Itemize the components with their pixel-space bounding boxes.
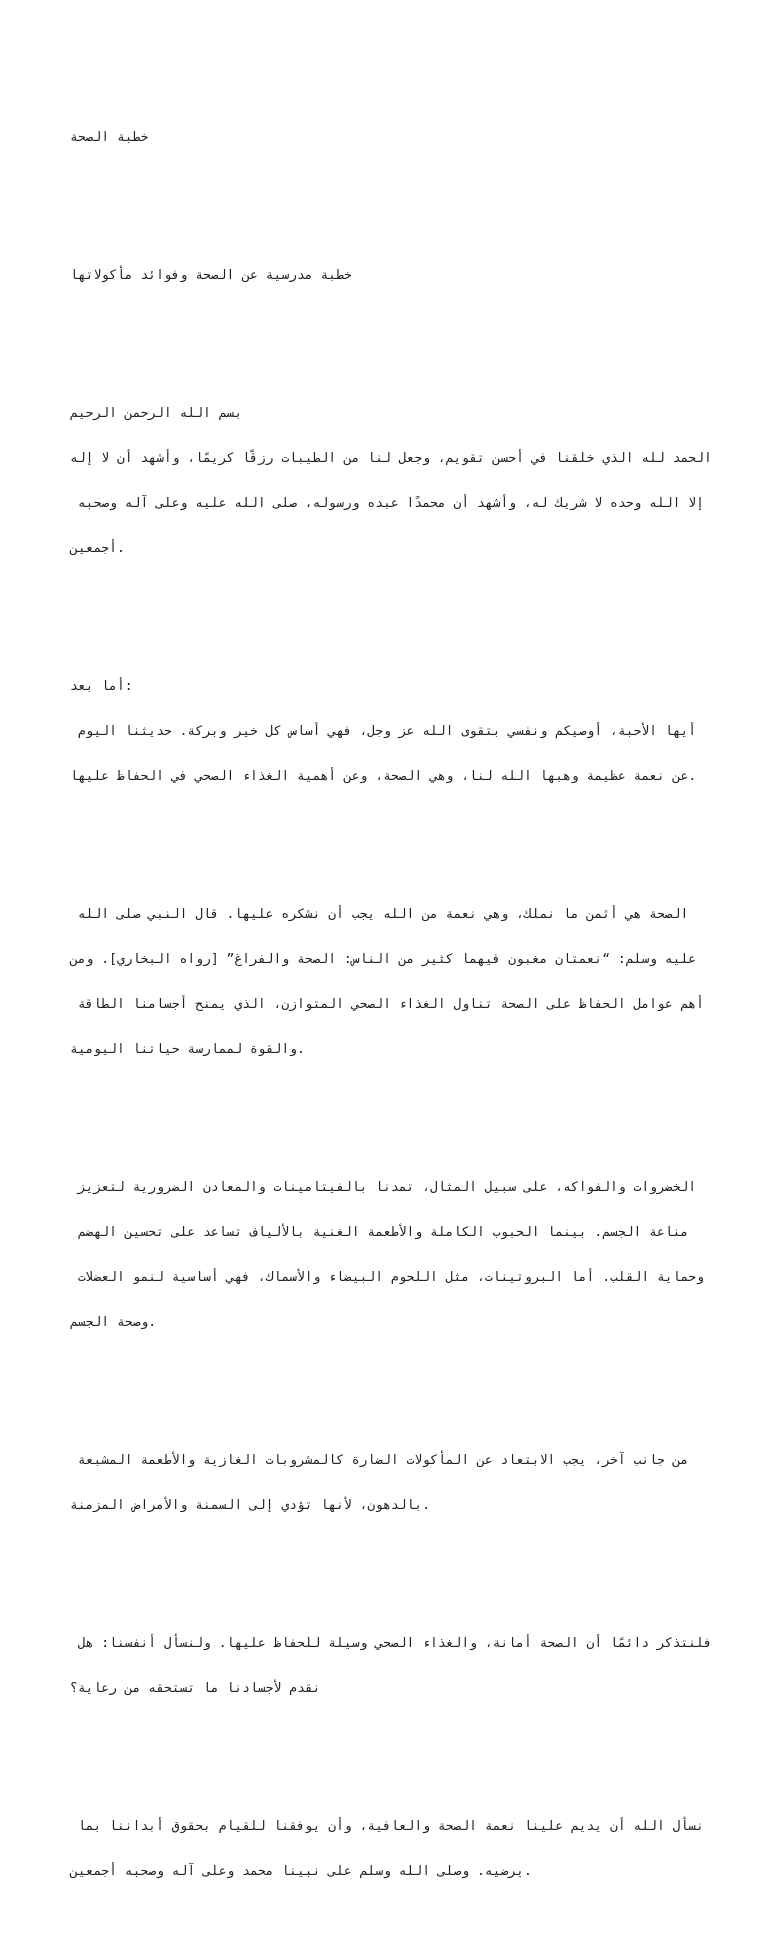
paragraph-line: الحمد لله الذي خلقنا في أحسن تقويم، وجعل لنا من الطيبات رزقًا كريمًا، وأشهد أن لا إله: [70, 451, 712, 466]
document-title: خطبة الصحة: [70, 130, 149, 145]
paragraph-line: أهم عوامل الحفاظ على الصحة تناول الغذاء الصحي المتوازن، الذي يمنح أجسامنا الطاقة: [70, 997, 704, 1012]
paragraph-line: الخضروات والفواكه، على سبيل المثال، تمدنا بالفيتامينات والمعادن الضرورية لتعزيز: [70, 1180, 697, 1195]
basmala: بسم الله الرحمن الرحيم: [70, 406, 243, 421]
paragraph-line: بالدهون، لأنها تؤدي إلى السمنة والأمراض المزمنة.: [70, 1498, 431, 1513]
paragraph-line: نسأل الله أن يديم علينا نعمة الصحة والعافية، وأن يوفقنا للقيام بحقوق أبداننا بما: [70, 1819, 704, 1834]
paragraph-line: أجمعين.: [70, 541, 125, 556]
paragraph-line: نقدم لأجسادنا ما تستحقه من رعاية؟: [70, 1681, 321, 1696]
paragraph-health-value: [70, 877, 704, 1087]
paragraph-line: الصحة هي أثمن ما نملك، وهي نعمة من الله يجب أن نشكره عليها. قال النبي صلى الله: [70, 907, 689, 922]
paragraph-line: يرضيه. وصلى الله وسلم على نبينا محمد وعلى آله وصحبه أجمعين.: [70, 1864, 532, 1879]
paragraph-line: من جانب آخر، يجب الابتعاد عن المأكولات الضارة كالمشروبات الغازية والأطعمة المشبعة: [70, 1453, 689, 1468]
paragraph-line: أما بعد:: [70, 679, 133, 694]
paragraph-amma-baad: [70, 649, 697, 814]
paragraph-closing: [70, 1789, 704, 1909]
paragraph-line: وحماية القلب. أما البروتينات، مثل اللحوم البيضاء والأسماك، فهي أساسية لنمو العضلات: [70, 1270, 704, 1285]
paragraph-foods: [70, 1150, 704, 1360]
paragraph-line: مناعة الجسم. بينما الحبوب الكاملة والأطعمة الغنية بالألياف تساعد على تحسين الهضم: [70, 1225, 689, 1240]
document-title-block: [70, 100, 690, 175]
paragraph-line: أيها الأحبة، أوصيكم ونفسي بتقوى الله عز وجل، فهي أساس كل خير وبركة. حديثنا اليوم: [70, 724, 697, 739]
document-subtitle-block: [70, 238, 690, 313]
paragraph-line: عليه وسلم: “نعمتان مغبون فيهما كثير من الناس: الصحة والفراغ” [رواه البخاري]. ومن: [70, 952, 697, 967]
document-body: [70, 70, 712, 1942]
opening-block: [70, 376, 712, 586]
paragraph-line: إلا الله وحده لا شريك له، وأشهد أن محمدًا عبده ورسوله، صلى الله عليه وعلى آله وصحبه: [70, 496, 704, 511]
paragraph-harmful-foods: [70, 1423, 690, 1543]
paragraph-line: فلنتذكر دائمًا أن الصحة أمانة، والغذاء الصحي وسيلة للحفاظ عليها. ولنسأل أنفسنا: هل: [70, 1636, 712, 1651]
paragraph-line: عن نعمة عظيمة وهبها الله لنا، وهي الصحة، وعن أهمية الغذاء الصحي في الحفاظ عليها.: [70, 769, 697, 784]
paragraph-reminder: [70, 1606, 712, 1726]
paragraph-line: وصحة الجسم.: [70, 1315, 157, 1330]
paragraph-line: والقوة لممارسة حياتنا اليومية.: [70, 1042, 305, 1057]
document-subtitle: خطبة مدرسية عن الصحة وفوائد مأكولاتها: [70, 268, 352, 283]
